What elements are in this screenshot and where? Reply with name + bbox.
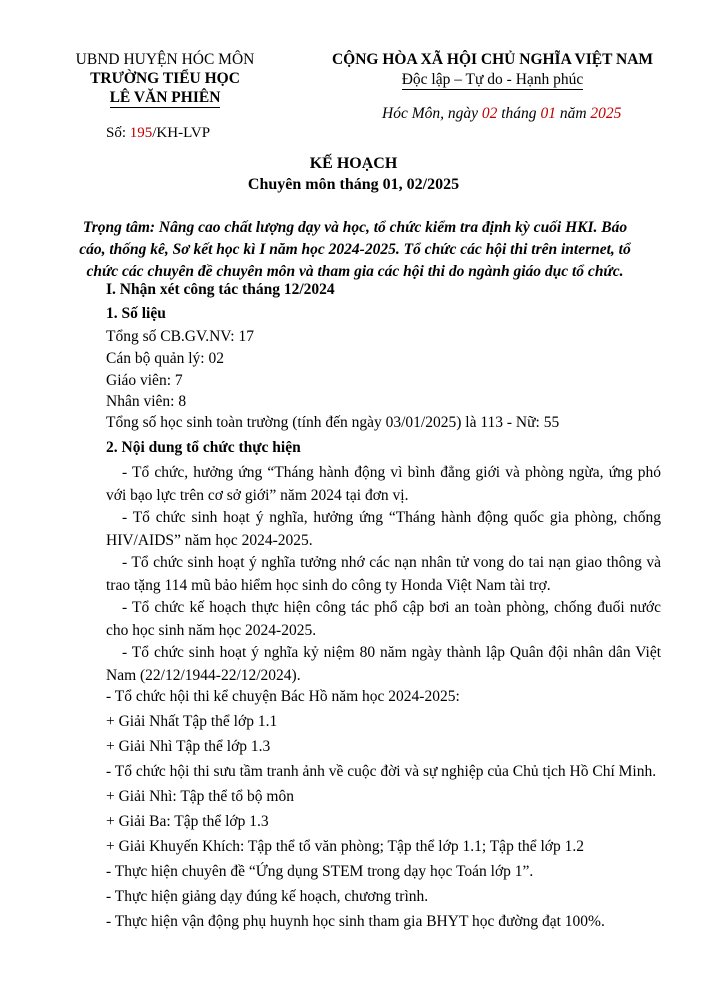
date-year-label: năm: [559, 105, 587, 122]
doc-no-prefix: Số:: [106, 125, 127, 141]
document-subtitle: Chuyên môn tháng 01, 02/2025: [247, 176, 460, 193]
section-heading: I. Nhận xét công tác tháng 12/2024: [106, 281, 335, 298]
stat-line: Giáo viên: 7: [106, 372, 183, 389]
content-line: - Tổ chức hội thi kể chuyện Bác Hồ năm học 2024-2025:: [106, 688, 460, 705]
content-line: + Giải Nhất Tập thể lớp 1.1: [106, 713, 278, 730]
national-motto: Độc lập – Tự do - Hạnh phúc: [401, 71, 584, 88]
stat-line: Nhân viên: 8: [106, 393, 187, 410]
content-line: - Tổ chức hội thi sưu tầm tranh ảnh về cuộc đời và sự nghiệp của Chủ tịch Hồ Chí Minh.: [106, 763, 657, 780]
content-paragraph: - Tổ chức kế hoạch thực hiện công tác phổ cập bơi an toàn phòng, chống đuối nước cho học sinh năm học 2024-2025.: [106, 599, 661, 639]
date-month: 01: [540, 105, 556, 122]
content-line: + Giải Nhì Tập thể lớp 1.3: [106, 738, 271, 755]
date-day: 02: [481, 105, 498, 122]
doc-no-value: 195: [129, 125, 153, 141]
content-line: + Giải Khuyến Khích: Tập thể tổ văn phòng; Tập thể lớp 1.1; Tập thể lớp 1.2: [106, 838, 585, 855]
issuer-block: [60, 50, 270, 108]
date-place: Hóc Môn, ngày: [382, 105, 478, 122]
focus-statement: Trọng tâm: Nâng cao chất lượng dạy và học, tổ chức kiểm tra định kỳ cuối HKI. Báo cáo, thống kê, Sơ kết học kì I năm học 2024-2025. Tổ chức các hội thi trên internet, tổ chức các chuyên đề chuyên môn và tham gia các hội thi do ngành giáo dục tổ chức.: [79, 219, 631, 280]
school-name-line1: TRƯỜNG TIỂU HỌC: [90, 70, 240, 87]
stat-line: Tổng số học sinh toàn trường (tính đến ngày 03/01/2025) là 113 - Nữ: 55: [106, 414, 560, 431]
content-paragraph: - Tổ chức, hưởng ứng “Tháng hành động vì bình đẳng giới và phòng ngừa, ứng phó với bạo lực trên cơ sở giới” năm 2024 tại đơn vị.: [106, 464, 661, 504]
date-month-label: tháng: [501, 105, 537, 122]
stat-line: Tổng số CB.GV.NV: 17: [106, 328, 254, 345]
national-header: [320, 50, 665, 90]
content-paragraph: - Tổ chức sinh hoạt ý nghĩa kỷ niệm 80 năm ngày thành lập Quân đội nhân dân Việt Nam (22/12/1944-22/12/2024).: [106, 644, 661, 684]
subsection-heading-content: 2. Nội dung tổ chức thực hiện: [106, 439, 301, 456]
content-paragraph: - Tổ chức sinh hoạt ý nghĩa tưởng nhớ các nạn nhân tử vong do tai nạn giao thông và trao tặng 114 mũ bảo hiểm học sinh do công ty Honda Việt Nam tài trợ.: [106, 554, 661, 594]
content-line: - Thực hiện vận động phụ huynh học sinh tham gia BHYT học đường đạt 100%.: [106, 913, 605, 930]
content-line: + Giải Nhì: Tập thể tổ bộ môn: [106, 788, 294, 805]
issue-date: [382, 105, 621, 123]
country-name: CỘNG HÒA XÃ HỘI CHỦ NGHĨA VIỆT NAM: [331, 51, 654, 68]
content-line: - Thực hiện chuyên đề “Ứng dụng STEM trong dạy học Toán lớp 1”.: [106, 863, 534, 880]
subsection-heading-stats: 1. Số liệu: [106, 305, 166, 322]
content-line: - Thực hiện giảng dạy đúng kế hoạch, chương trình.: [106, 888, 429, 905]
content-line: + Giải Ba: Tập thể lớp 1.3: [106, 813, 269, 830]
issuer-org: UBND HUYỆN HÓC MÔN: [75, 51, 255, 68]
school-name-line2: LÊ VĂN PHIÊN: [109, 89, 221, 106]
document-title: KẾ HOẠCH: [309, 155, 398, 172]
content-paragraph: - Tổ chức sinh hoạt ý nghĩa, hưởng ứng “Tháng hành động quốc gia phòng, chống HIV/AIDS” năm học 2024-2025.: [106, 509, 661, 549]
stat-line: Cán bộ quản lý: 02: [106, 350, 224, 367]
doc-no-suffix: /KH-LVP: [152, 125, 211, 141]
date-year: 2025: [590, 105, 622, 122]
document-number: [106, 125, 210, 142]
